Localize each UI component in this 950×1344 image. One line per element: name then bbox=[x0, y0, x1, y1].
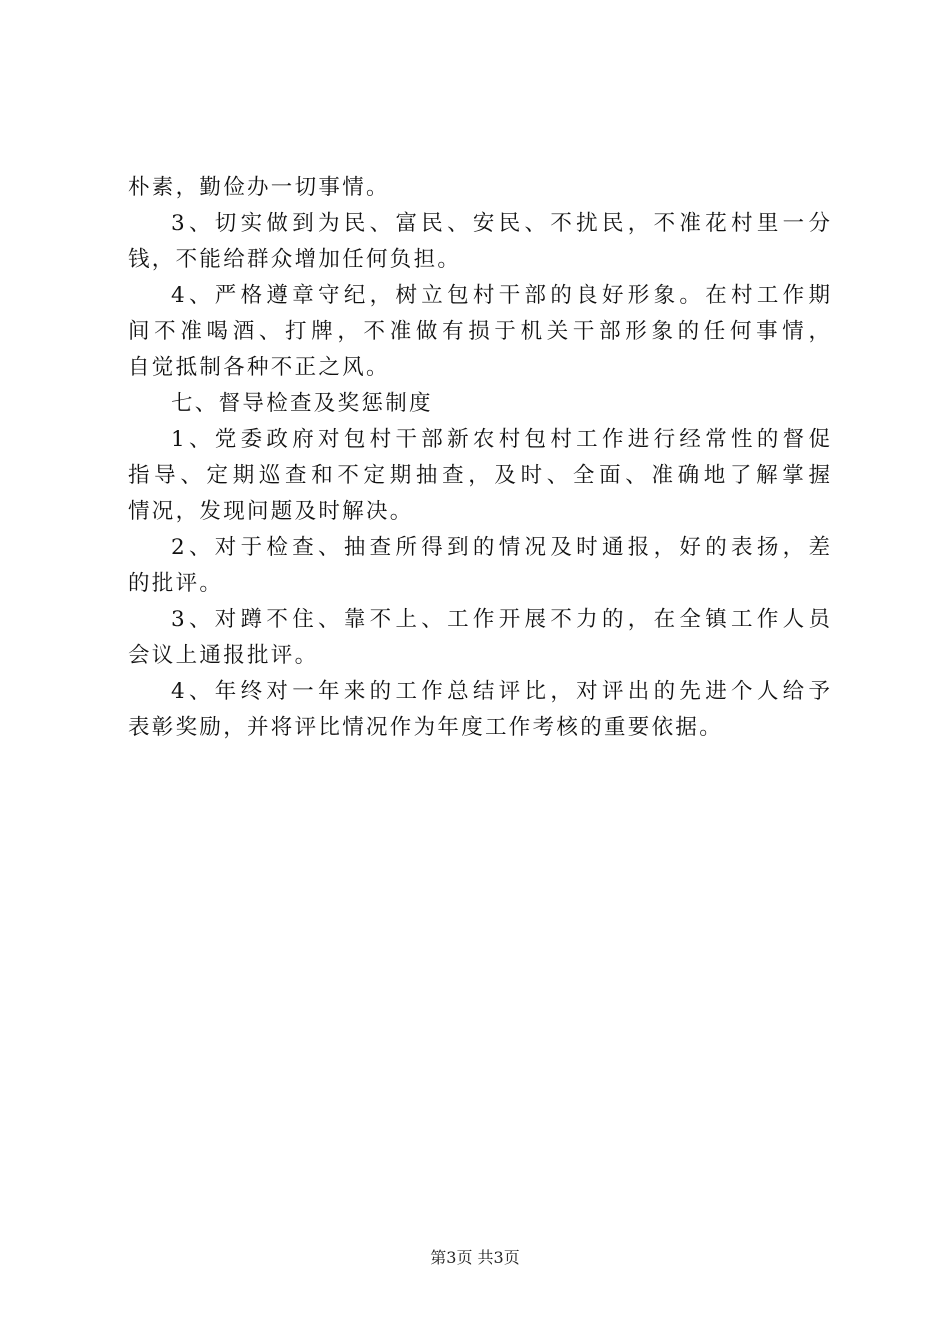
text-glyph: 促 bbox=[808, 427, 830, 452]
line-text: 会议上通报批评。 bbox=[128, 643, 319, 668]
text-glyph: 不 bbox=[337, 463, 359, 488]
text-glyph: 不 bbox=[154, 319, 176, 344]
text-glyph: 通 bbox=[601, 535, 624, 560]
text-glyph: 、 bbox=[188, 211, 211, 236]
text-line bbox=[128, 710, 830, 746]
text-glyph: 、 bbox=[180, 463, 202, 488]
text-glyph: 、 bbox=[188, 283, 211, 308]
text-glyph: 员 bbox=[808, 607, 830, 632]
text-glyph: 象 bbox=[653, 283, 676, 308]
text-glyph: 的 bbox=[601, 607, 624, 632]
text-glyph: 准 bbox=[389, 319, 412, 344]
text-line bbox=[128, 530, 830, 566]
text-glyph: 不 bbox=[363, 319, 386, 344]
text-glyph: ， bbox=[627, 211, 650, 236]
text-glyph: 予 bbox=[808, 679, 830, 704]
text-glyph: 、 bbox=[369, 211, 392, 236]
text-glyph: 树 bbox=[395, 283, 417, 308]
text-glyph: 人 bbox=[782, 607, 805, 632]
text-glyph: 蹲 bbox=[240, 607, 263, 632]
line-text: 朴素，勤俭办一切事情。 bbox=[128, 175, 390, 200]
text-glyph: 个 bbox=[731, 679, 753, 704]
text-glyph: 、 bbox=[188, 679, 211, 704]
text-glyph: 好 bbox=[679, 535, 701, 560]
text-glyph: 全 bbox=[572, 463, 595, 488]
text-glyph: ， bbox=[782, 535, 805, 560]
text-glyph: 抽 bbox=[415, 463, 438, 488]
text-glyph: 期 bbox=[808, 283, 830, 308]
text-glyph: 对 bbox=[266, 679, 288, 704]
text-glyph: 来 bbox=[343, 679, 366, 704]
text-line bbox=[128, 314, 830, 350]
text-glyph: 到 bbox=[447, 535, 469, 560]
text-glyph: 住 bbox=[292, 607, 314, 632]
text-glyph: 部 bbox=[524, 283, 547, 308]
text-glyph: 年 bbox=[318, 679, 340, 704]
line-text bbox=[171, 278, 830, 314]
text-glyph: 关 bbox=[546, 319, 569, 344]
text-glyph: 。 bbox=[679, 283, 701, 308]
text-glyph: 事 bbox=[756, 319, 778, 344]
text-glyph: 干 bbox=[572, 319, 595, 344]
line-text bbox=[171, 602, 830, 638]
text-glyph: 出 bbox=[627, 679, 650, 704]
text-glyph: 对 bbox=[318, 427, 340, 452]
document-body bbox=[128, 170, 830, 746]
text-glyph: 行 bbox=[653, 427, 676, 452]
text-glyph: 干 bbox=[498, 283, 521, 308]
text-glyph: 村 bbox=[731, 283, 753, 308]
text-glyph: 情 bbox=[782, 319, 804, 344]
text-glyph: 期 bbox=[389, 463, 412, 488]
text-glyph: 不 bbox=[550, 211, 572, 236]
text-glyph: ， bbox=[369, 283, 392, 308]
text-glyph: 检 bbox=[266, 535, 288, 560]
text-glyph: 的 bbox=[653, 679, 676, 704]
text-glyph: 工 bbox=[576, 427, 598, 452]
text-glyph: 进 bbox=[705, 679, 727, 704]
text-glyph: 定 bbox=[363, 463, 386, 488]
text-glyph: 1 bbox=[171, 427, 185, 452]
text-glyph: 况 bbox=[524, 535, 547, 560]
text-glyph: 报 bbox=[627, 535, 650, 560]
text-glyph: ， bbox=[627, 607, 650, 632]
text-glyph: 为 bbox=[318, 211, 340, 236]
line-text: 自觉抵制各种不正之风。 bbox=[128, 355, 390, 380]
text-glyph: 表 bbox=[731, 535, 753, 560]
text-line bbox=[128, 494, 830, 530]
text-glyph: 时 bbox=[576, 535, 598, 560]
text-glyph: 村 bbox=[731, 211, 753, 236]
line-text bbox=[171, 422, 830, 458]
text-glyph: 展 bbox=[524, 607, 547, 632]
text-glyph: 工 bbox=[756, 283, 779, 308]
text-glyph: 常 bbox=[705, 427, 727, 452]
text-glyph: 的 bbox=[472, 535, 495, 560]
line-text: 的批评。 bbox=[128, 571, 224, 596]
line-text: 情况，发现问题及时解决。 bbox=[128, 499, 414, 524]
text-glyph: 分 bbox=[808, 211, 830, 236]
text-glyph: 村 bbox=[369, 427, 392, 452]
text-glyph: ， bbox=[337, 319, 359, 344]
text-glyph: 部 bbox=[421, 427, 443, 452]
text-glyph: 总 bbox=[447, 679, 469, 704]
text-glyph: 力 bbox=[576, 607, 598, 632]
text-glyph: 包 bbox=[447, 283, 469, 308]
text-glyph: 、 bbox=[546, 463, 569, 488]
text-glyph: 的 bbox=[550, 283, 572, 308]
text-glyph: 和 bbox=[311, 463, 333, 488]
text-glyph: 指 bbox=[128, 463, 150, 488]
text-glyph: 喝 bbox=[206, 319, 229, 344]
text-glyph: 进 bbox=[627, 427, 650, 452]
text-glyph: 严 bbox=[214, 283, 237, 308]
text-glyph: 作 bbox=[782, 283, 805, 308]
text-glyph: 损 bbox=[468, 319, 490, 344]
line-text: 钱，不能给群众增加任何负担。 bbox=[128, 247, 462, 272]
text-glyph: 握 bbox=[808, 463, 830, 488]
text-glyph: 安 bbox=[472, 211, 495, 236]
text-glyph: 富 bbox=[395, 211, 417, 236]
text-glyph: 不 bbox=[653, 211, 676, 236]
text-line bbox=[128, 206, 830, 242]
text-line bbox=[128, 674, 830, 710]
text-glyph: 导 bbox=[154, 463, 176, 488]
text-glyph: 作 bbox=[472, 607, 495, 632]
text-glyph: 作 bbox=[601, 427, 624, 452]
text-glyph: 打 bbox=[285, 319, 307, 344]
text-glyph: ， bbox=[468, 463, 490, 488]
text-glyph: 党 bbox=[214, 427, 237, 452]
text-glyph: 章 bbox=[292, 283, 314, 308]
text-glyph: 、 bbox=[625, 463, 647, 488]
text-glyph: 4 bbox=[171, 679, 185, 704]
text-glyph: 评 bbox=[601, 679, 624, 704]
text-glyph: 抽 bbox=[343, 535, 366, 560]
text-line bbox=[128, 422, 830, 458]
text-glyph: 、 bbox=[318, 535, 340, 560]
text-glyph: 花 bbox=[705, 211, 727, 236]
text-glyph: 镇 bbox=[705, 607, 727, 632]
text-glyph: 巡 bbox=[258, 463, 281, 488]
text-glyph: 定 bbox=[206, 463, 229, 488]
text-glyph: 农 bbox=[472, 427, 495, 452]
text-glyph: 何 bbox=[729, 319, 752, 344]
text-glyph: 不 bbox=[266, 607, 288, 632]
text-glyph: 好 bbox=[601, 283, 624, 308]
line-text bbox=[171, 530, 830, 566]
text-glyph: 扰 bbox=[576, 211, 598, 236]
text-glyph: 期 bbox=[232, 463, 255, 488]
text-glyph: 性 bbox=[731, 427, 753, 452]
text-line bbox=[128, 566, 830, 602]
line-text: 七、督导检查及奖惩制度 bbox=[171, 391, 433, 416]
text-glyph: 靠 bbox=[343, 607, 366, 632]
text-glyph: 、 bbox=[447, 211, 469, 236]
text-glyph: 查 bbox=[285, 463, 307, 488]
text-glyph: 在 bbox=[653, 607, 676, 632]
text-line bbox=[128, 458, 830, 494]
text-glyph: 民 bbox=[601, 211, 624, 236]
text-glyph: 村 bbox=[472, 283, 495, 308]
text-glyph: 有 bbox=[442, 319, 464, 344]
text-glyph: 得 bbox=[421, 535, 443, 560]
text-glyph: 掌 bbox=[782, 463, 804, 488]
text-glyph: 政 bbox=[266, 427, 288, 452]
text-glyph: 、 bbox=[188, 607, 211, 632]
text-glyph: 干 bbox=[395, 427, 417, 452]
text-glyph: 准 bbox=[180, 319, 202, 344]
text-glyph: 时 bbox=[520, 463, 543, 488]
text-glyph: 间 bbox=[128, 319, 150, 344]
text-glyph: 任 bbox=[703, 319, 726, 344]
text-glyph: 包 bbox=[524, 427, 547, 452]
text-glyph: 不 bbox=[369, 607, 392, 632]
text-glyph: 地 bbox=[703, 463, 726, 488]
text-glyph: 3 bbox=[171, 211, 185, 236]
text-glyph: 及 bbox=[494, 463, 516, 488]
text-glyph: 比 bbox=[524, 679, 547, 704]
text-glyph: 终 bbox=[240, 679, 263, 704]
line-text bbox=[171, 206, 830, 242]
text-line bbox=[128, 278, 830, 314]
text-glyph: 切 bbox=[214, 211, 237, 236]
page-number-label: 第3页 共3页 bbox=[430, 1248, 520, 1267]
text-glyph: 查 bbox=[292, 535, 314, 560]
text-glyph: 情 bbox=[498, 535, 521, 560]
text-glyph: 村 bbox=[498, 427, 521, 452]
text-glyph: 形 bbox=[627, 283, 650, 308]
text-glyph: 立 bbox=[421, 283, 443, 308]
text-glyph: 作 bbox=[756, 607, 779, 632]
text-glyph: 查 bbox=[369, 535, 392, 560]
text-glyph: 民 bbox=[343, 211, 366, 236]
text-glyph: 、 bbox=[318, 607, 340, 632]
text-glyph: 对 bbox=[214, 535, 237, 560]
text-glyph: 的 bbox=[756, 427, 779, 452]
text-glyph: 、 bbox=[188, 427, 211, 452]
text-glyph: 一 bbox=[292, 679, 314, 704]
text-glyph: 包 bbox=[343, 427, 366, 452]
text-glyph: 给 bbox=[782, 679, 805, 704]
line-text bbox=[128, 314, 830, 350]
text-glyph: 于 bbox=[240, 535, 263, 560]
text-glyph: 纪 bbox=[343, 283, 366, 308]
text-line bbox=[128, 602, 830, 638]
text-glyph: 确 bbox=[677, 463, 700, 488]
text-glyph: 督 bbox=[782, 427, 805, 452]
text-glyph: 守 bbox=[318, 283, 340, 308]
text-glyph: 民 bbox=[421, 211, 443, 236]
text-glyph: 经 bbox=[679, 427, 701, 452]
line-text bbox=[128, 458, 830, 494]
text-glyph: 2 bbox=[171, 535, 185, 560]
text-glyph: ， bbox=[550, 679, 572, 704]
text-glyph: 结 bbox=[472, 679, 495, 704]
text-glyph: 开 bbox=[498, 607, 521, 632]
text-glyph: 形 bbox=[625, 319, 647, 344]
text-glyph: 酒 bbox=[232, 319, 255, 344]
text-glyph: 、 bbox=[421, 607, 443, 632]
text-glyph: 面 bbox=[599, 463, 621, 488]
text-glyph: 解 bbox=[756, 463, 778, 488]
line-text: 表彰奖励，并将评比情况作为年度工作考核的重要依据。 bbox=[128, 715, 724, 740]
text-glyph: 的 bbox=[369, 679, 392, 704]
text-glyph: 工 bbox=[395, 679, 417, 704]
text-line bbox=[128, 170, 830, 206]
page-footer bbox=[0, 1248, 950, 1268]
text-line bbox=[128, 638, 830, 674]
text-glyph: 的 bbox=[705, 535, 727, 560]
text-glyph: ， bbox=[653, 535, 676, 560]
text-glyph: 机 bbox=[520, 319, 543, 344]
line-text bbox=[171, 674, 830, 710]
text-glyph: 工 bbox=[731, 607, 753, 632]
text-glyph: 所 bbox=[395, 535, 417, 560]
text-glyph: 对 bbox=[214, 607, 237, 632]
text-glyph: ， bbox=[808, 319, 830, 344]
text-glyph: 府 bbox=[292, 427, 314, 452]
text-glyph: 一 bbox=[782, 211, 805, 236]
text-glyph: 实 bbox=[240, 211, 263, 236]
text-glyph: 牌 bbox=[311, 319, 333, 344]
text-glyph: 扬 bbox=[756, 535, 779, 560]
text-glyph: 准 bbox=[679, 211, 701, 236]
text-glyph: 评 bbox=[498, 679, 521, 704]
text-glyph: 查 bbox=[442, 463, 464, 488]
text-glyph: 4 bbox=[171, 283, 185, 308]
text-glyph: 在 bbox=[705, 283, 727, 308]
text-glyph: 委 bbox=[240, 427, 263, 452]
text-glyph: 差 bbox=[808, 535, 830, 560]
text-glyph: 做 bbox=[266, 211, 288, 236]
text-glyph: 、 bbox=[258, 319, 281, 344]
text-glyph: 年 bbox=[214, 679, 237, 704]
text-glyph: 里 bbox=[756, 211, 779, 236]
text-glyph: 做 bbox=[415, 319, 438, 344]
text-glyph: 上 bbox=[395, 607, 417, 632]
text-glyph: 工 bbox=[447, 607, 469, 632]
text-glyph: 村 bbox=[550, 427, 572, 452]
text-glyph: 作 bbox=[421, 679, 443, 704]
text-line bbox=[128, 350, 830, 386]
text-glyph: 遵 bbox=[266, 283, 288, 308]
text-glyph: 了 bbox=[729, 463, 752, 488]
text-glyph: 象 bbox=[651, 319, 673, 344]
text-glyph: 3 bbox=[171, 607, 185, 632]
text-glyph: 于 bbox=[494, 319, 516, 344]
text-glyph: 准 bbox=[651, 463, 673, 488]
section-heading bbox=[128, 386, 830, 422]
text-glyph: 、 bbox=[188, 535, 211, 560]
text-glyph: 不 bbox=[550, 607, 572, 632]
text-glyph: 对 bbox=[576, 679, 598, 704]
text-glyph: 、 bbox=[524, 211, 547, 236]
text-glyph: 民 bbox=[498, 211, 521, 236]
text-glyph: 到 bbox=[292, 211, 314, 236]
text-glyph: 格 bbox=[240, 283, 263, 308]
text-glyph: 良 bbox=[576, 283, 598, 308]
text-glyph: 全 bbox=[679, 607, 701, 632]
text-glyph: 人 bbox=[756, 679, 779, 704]
text-glyph: 先 bbox=[679, 679, 701, 704]
text-line bbox=[128, 242, 830, 278]
text-glyph: 新 bbox=[447, 427, 469, 452]
text-glyph: 部 bbox=[599, 319, 621, 344]
text-glyph: 及 bbox=[550, 535, 572, 560]
text-glyph: 的 bbox=[677, 319, 700, 344]
